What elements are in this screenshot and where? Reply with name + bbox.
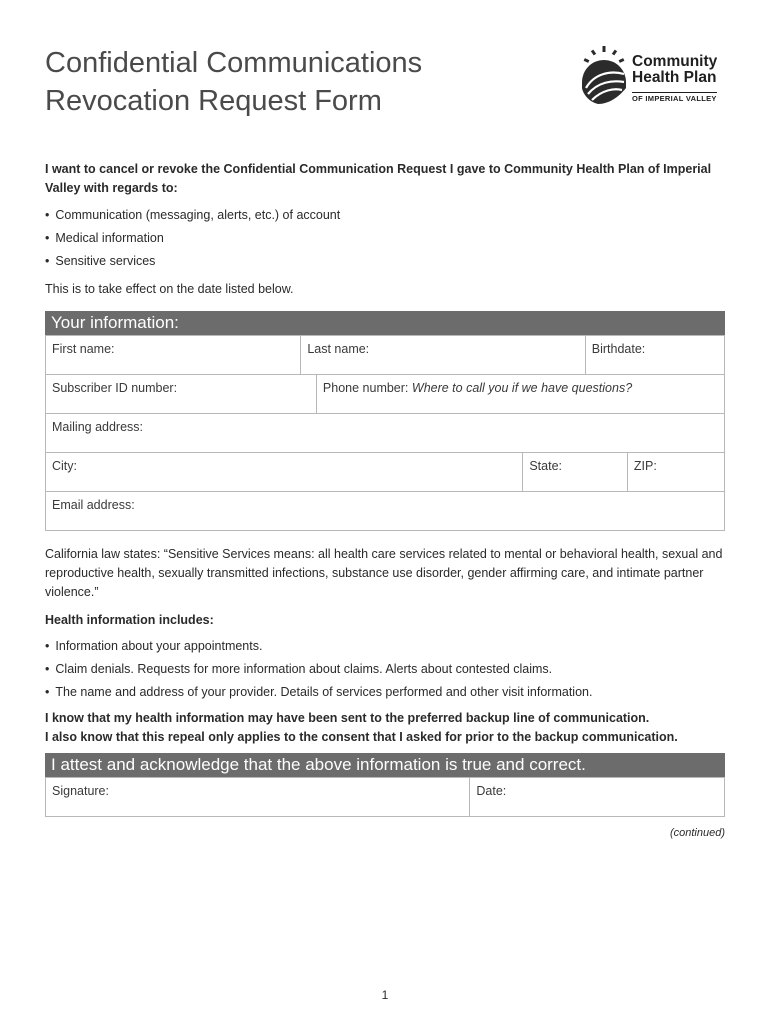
zip-field[interactable]: ZIP: [627,453,724,492]
list-item: • Communication (messaging, alerts, etc.) of account [45,204,725,227]
acknowledgment-line-1: I know that my health information may have been sent to the preferred backup line of communication. [45,711,650,725]
list-item: • Sensitive services [45,250,725,273]
revocation-statement: I want to cancel or revoke the Confidential Communication Request I gave to Community Health Plan of Imperial Valley with regards to: [45,162,712,195]
health-information-list [45,635,725,704]
first-name-field[interactable]: First name: [46,336,301,375]
form-body [45,160,725,839]
attestation-table [45,777,725,817]
continued-note: (continued) [669,827,725,839]
state-field[interactable]: State: [523,453,628,492]
logo-line-2: Health Plan [632,69,717,86]
your-information-table [45,335,725,531]
city-field[interactable]: City: [46,453,523,492]
phone-number-field[interactable] [316,375,724,414]
logo-line-1: Community [632,53,718,70]
mailing-address-field[interactable]: Mailing address: [46,414,725,453]
birthdate-field[interactable]: Birthdate: [585,336,724,375]
logo-mark-icon [580,44,628,108]
last-name-field[interactable]: Last name: [301,336,585,375]
list-item: • Information about your appointments. [45,635,725,658]
health-information-heading: Health information includes: [45,613,214,627]
email-address-field[interactable]: Email address: [46,492,725,531]
california-law-text: California law states: “Sensitive Services means: all health care services related to mental or behavioral health, sexual and reproductive health, sexually transmitted infections, substance use disorder, gender affirming care, and intimate partner violence.” [45,547,723,599]
phone-hint: Where to call you if we have questions? [411,381,633,395]
acknowledgment-line-2: I also know that this repeal only applies to the consent that I asked for prior to the backup communication. [45,730,678,744]
list-item: • Claim denials. Requests for more information about claims. Alerts about contested claims. [45,658,725,681]
your-information-heading: Your information: [45,311,725,335]
date-field[interactable]: Date: [470,778,725,817]
logo-wordmark [632,54,717,86]
list-item: • Medical information [45,227,725,250]
effect-note: This is to take effect on the date listed below. [45,282,294,296]
subscriber-id-field[interactable]: Subscriber ID number: [46,375,317,414]
revocation-list [45,204,725,273]
title-line-1: Confidential Communications [45,47,423,79]
phone-label: Phone number: [322,381,409,395]
attestation-heading: I attest and acknowledge that the above information is true and correct. [45,753,725,777]
page-number: 1 [381,988,389,1002]
list-item: • The name and address of your provider. Details of services performed and other visit information. [45,681,725,704]
title-line-2: Revocation Request Form [45,85,382,117]
page-title [45,44,525,120]
company-logo [580,44,730,108]
signature-field[interactable]: Signature: [46,778,470,817]
logo-subtitle: OF IMPERIAL VALLEY [632,94,717,103]
